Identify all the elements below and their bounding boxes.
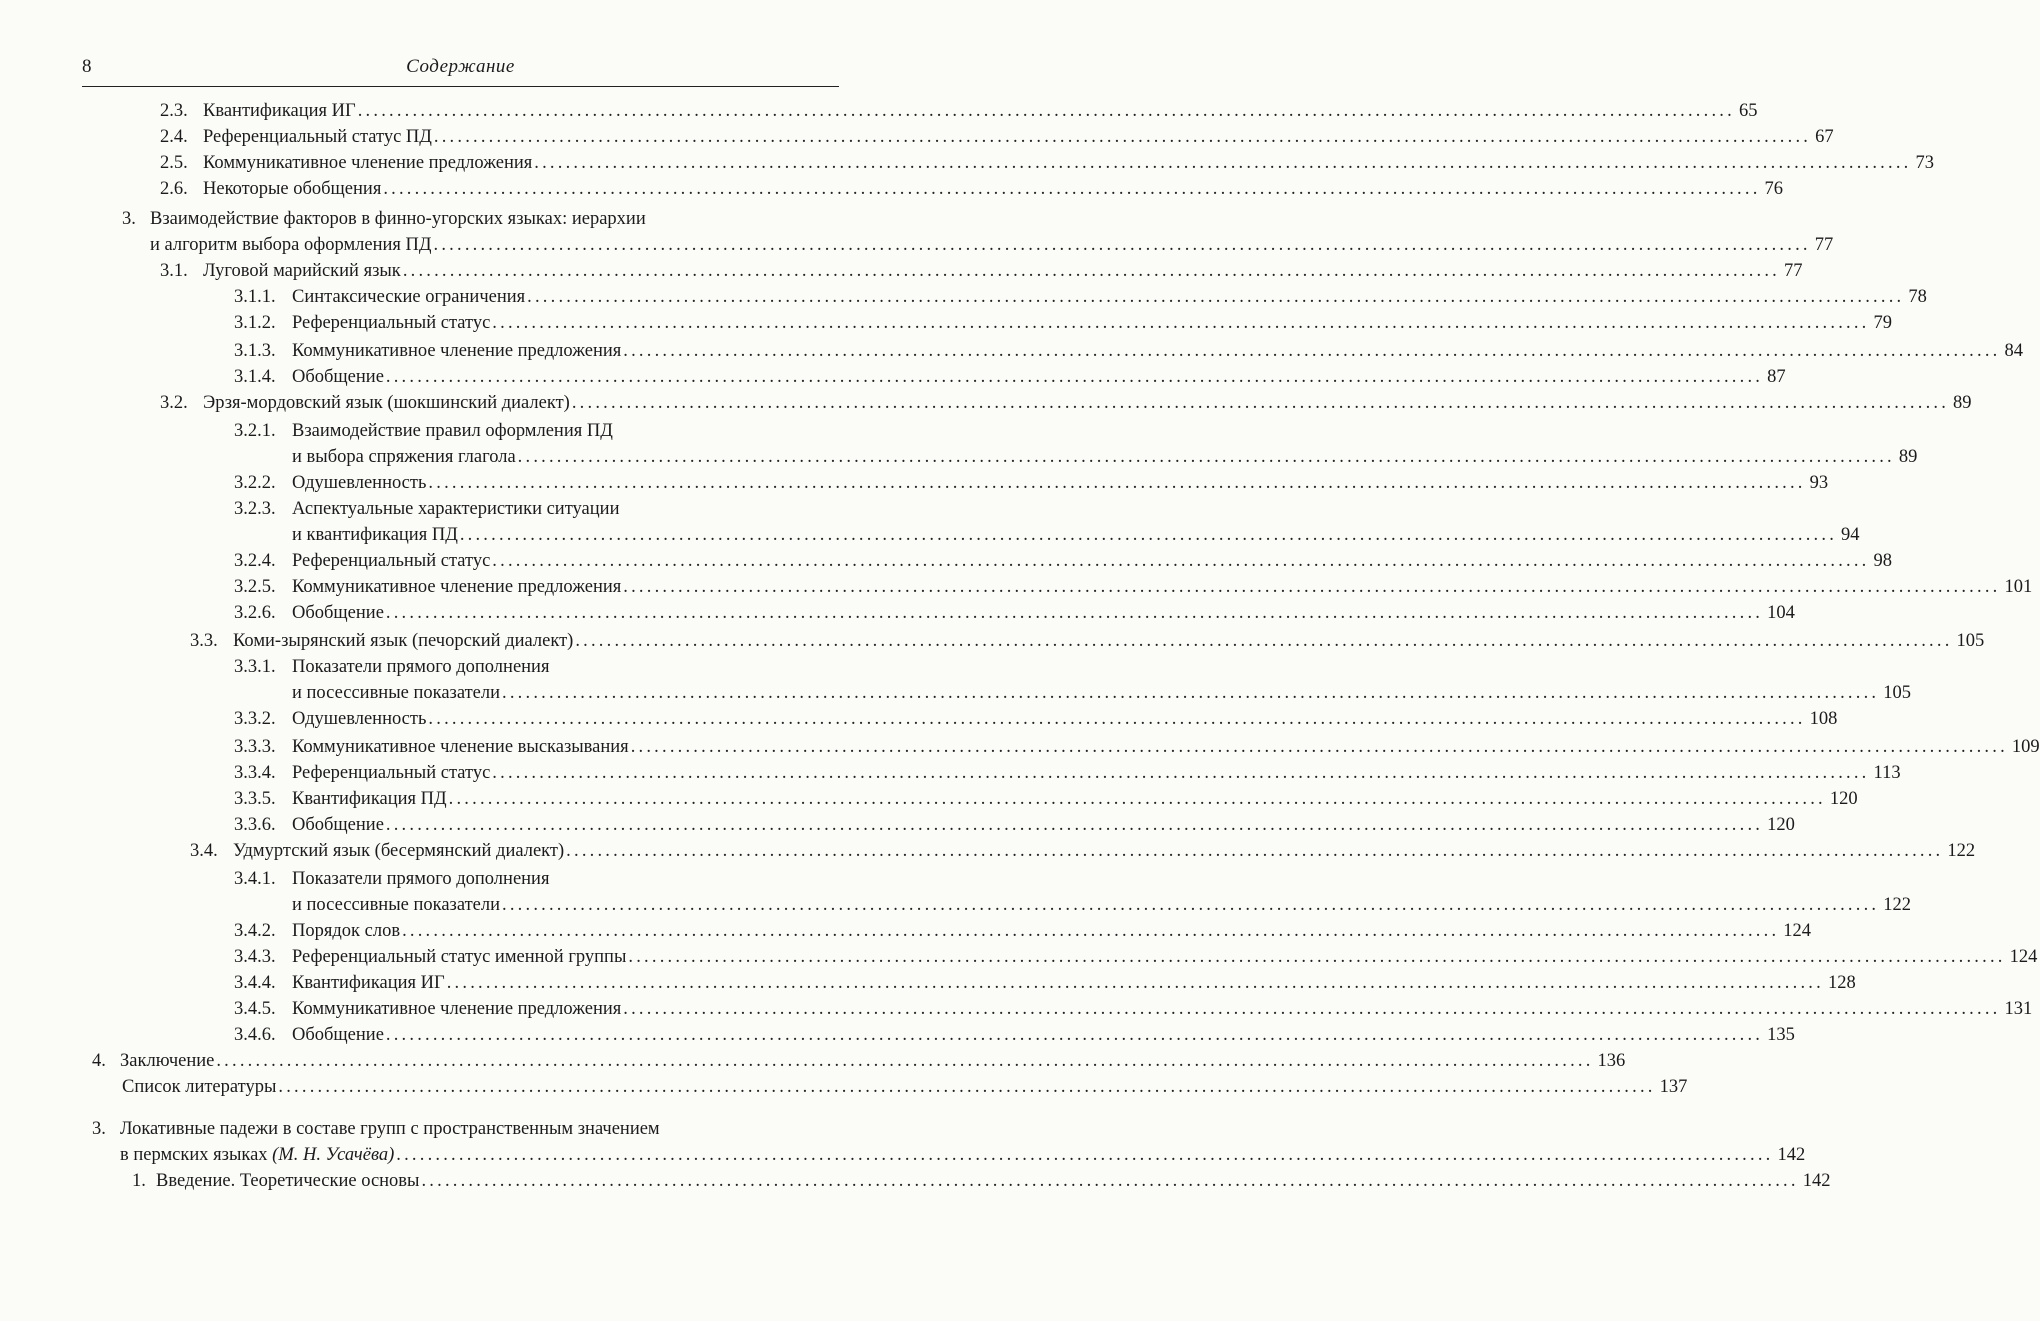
toc-entry	[92, 1048, 1626, 1074]
toc-leader: ................................................................................................................................................................................	[385, 815, 1764, 835]
toc-entry	[234, 706, 1838, 732]
toc-number: 3.1.4.	[234, 367, 276, 387]
toc-page: 128	[1827, 973, 1856, 993]
toc-entry	[160, 176, 1784, 202]
toc-leader: ................................................................................................................................................................................	[492, 313, 1870, 333]
toc-number: 3.2.4.	[234, 551, 276, 571]
toc-title: Коммуникативное членение предложения	[292, 341, 622, 361]
toc-leader: ................................................................................................................................................................................	[446, 973, 1824, 993]
toc-title: и посессивные показатели	[292, 895, 501, 915]
toc-title: Квантификация ПД	[292, 789, 447, 809]
toc-leader: ................................................................................................................................................................................	[402, 261, 1781, 281]
toc-title: Некоторые обобщения	[203, 179, 382, 199]
toc-entry	[190, 628, 1985, 654]
toc-title: Одушевленность	[292, 709, 427, 729]
toc-entry	[160, 124, 1834, 150]
toc-entry	[234, 600, 1795, 626]
toc-page: 84	[2004, 341, 2023, 361]
toc-entry	[234, 338, 2023, 364]
toc-leader: ................................................................................................................................................................................	[623, 999, 2001, 1019]
toc-title: Коммуникативное членение высказывания	[292, 737, 629, 757]
toc-entry	[234, 310, 1892, 336]
toc-entry-continuation	[292, 444, 1918, 470]
toc-title: Референциальный статус	[292, 313, 491, 333]
toc-number: 3.2.1.	[234, 421, 276, 441]
toc-title: Список литературы	[122, 1077, 277, 1097]
toc-number: 2.5.	[160, 153, 188, 173]
toc-page: 137	[1659, 1077, 1688, 1097]
toc-entry	[234, 760, 1901, 786]
toc-page: 108	[1809, 709, 1838, 729]
toc-page: 77	[1814, 235, 1834, 255]
toc-leader: ................................................................................................................................................................................	[448, 789, 1826, 809]
toc-page: 77	[1784, 261, 1803, 281]
toc-title: и посессивные показатели	[292, 683, 501, 703]
toc-leader: ................................................................................................................................................................................	[383, 179, 1761, 199]
toc-page: 89	[1953, 393, 1972, 413]
toc-title: Коммуникативное членение предложения	[203, 153, 533, 173]
toc-page: 124	[2009, 947, 2038, 967]
toc-title: и выбора спряжения глагола	[292, 447, 516, 467]
toc-title: Порядок слов	[292, 921, 401, 941]
page-number: 8	[82, 56, 92, 77]
toc-page: 109	[2011, 737, 2040, 757]
toc-entry	[234, 1022, 1795, 1048]
toc-title: Показатели прямого дополнения	[292, 657, 550, 677]
toc-title: Одушевленность	[292, 473, 427, 493]
toc-title: Коммуникативное членение предложения	[292, 577, 622, 597]
toc-page: 105	[1883, 683, 1911, 703]
toc-page: 122	[1883, 895, 1911, 915]
toc-entry-continuation	[292, 522, 1860, 548]
toc-title: Обобщение	[292, 815, 384, 835]
toc-title: и алгоритм выбора оформления ПД	[150, 235, 432, 255]
toc-page: 135	[1767, 1025, 1795, 1045]
toc-entry	[234, 364, 1786, 390]
toc-title: Коммуникативное членение предложения	[292, 999, 622, 1019]
toc-entry	[122, 1074, 1688, 1100]
toc-entry	[92, 1116, 836, 1142]
toc-title: и квантификация ПД	[292, 525, 458, 545]
toc-number: 3.3.2.	[234, 709, 276, 729]
toc-number: 3.4.5.	[234, 999, 276, 1019]
toc-entry	[234, 418, 836, 444]
toc-title: Синтаксические ограничения	[292, 287, 526, 307]
toc-page: 122	[1947, 841, 1976, 861]
toc-entry	[234, 786, 1858, 812]
toc-number: 1.	[132, 1171, 146, 1191]
toc-leader: ................................................................................................................................................................................	[502, 683, 1880, 703]
toc-entry	[234, 548, 1892, 574]
toc-leader: ................................................................................................................................................................................	[575, 631, 1953, 651]
toc-title: в пермских языках	[120, 1145, 268, 1165]
toc-leader: ................................................................................................................................................................................	[385, 1025, 1764, 1045]
toc-leader: ................................................................................................................................................................................	[421, 1171, 1799, 1191]
toc-entry	[132, 1168, 1831, 1194]
toc-title: Введение. Теоретические основы	[156, 1171, 420, 1191]
toc-leader: ................................................................................................................................................................................	[571, 393, 1950, 413]
toc-title: Обобщение	[292, 1025, 384, 1045]
toc-leader: ................................................................................................................................................................................	[357, 101, 1735, 121]
toc-leader: ................................................................................................................................................................................	[623, 341, 2001, 361]
toc-page: 89	[1898, 447, 1918, 467]
toc-number: 3.2.3.	[234, 499, 276, 519]
toc-page: 120	[1767, 815, 1795, 835]
toc-leader: ................................................................................................................................................................................	[402, 921, 1780, 941]
toc-number: 2.4.	[160, 127, 188, 147]
toc-entry	[190, 838, 1976, 864]
toc-page: 105	[1956, 631, 1985, 651]
toc-title: Взаимодействие правил оформления ПД	[292, 421, 613, 441]
toc-entry	[234, 812, 1795, 838]
toc-page: 142	[1777, 1145, 1806, 1165]
toc-page: 120	[1829, 789, 1858, 809]
toc-page: 101	[2004, 577, 2033, 597]
toc-page: 67	[1815, 127, 1834, 147]
toc-title: Эрзя-мордовский язык (шокшинский диалект)	[203, 393, 570, 413]
toc-leader: ................................................................................................................................................................................	[566, 841, 1944, 861]
toc-title: Удмуртский язык (бесермянский диалект)	[233, 841, 565, 861]
toc-number: 3.3.6.	[234, 815, 276, 835]
toc-number: 3.4.3.	[234, 947, 276, 967]
toc-title: Референциальный статус	[292, 763, 491, 783]
toc-title: Референциальный статус именной группы	[292, 947, 627, 967]
toc-leader: ................................................................................................................................................................................	[502, 895, 1880, 915]
toc-leader: ................................................................................................................................................................................	[630, 737, 2008, 757]
toc-title: Аспектуальные характеристики ситуации	[292, 499, 620, 519]
toc-leader: ................................................................................................................................................................................	[385, 367, 1764, 387]
toc-entry	[160, 390, 1972, 416]
toc-title: Луговой марийский язык	[203, 261, 401, 281]
toc-title: Заключение	[120, 1051, 215, 1071]
toc-author: (М. Н. Усачёва)	[272, 1145, 395, 1165]
toc-number: 3.4.4.	[234, 973, 276, 993]
toc-leader: ................................................................................................................................................................................	[628, 947, 2006, 967]
toc-number: 3.4.1.	[234, 869, 276, 889]
running-header	[82, 52, 839, 87]
toc-leader: ................................................................................................................................................................................	[385, 603, 1764, 623]
toc-page: 98	[1873, 551, 1892, 571]
toc-entry-continuation	[292, 892, 1911, 918]
toc-number: 4.	[92, 1051, 106, 1071]
toc-page: 142	[1802, 1171, 1831, 1191]
toc-number: 3.3.1.	[234, 657, 276, 677]
toc-number: 3.	[92, 1119, 106, 1139]
toc-entry	[234, 654, 836, 680]
toc-entry	[160, 258, 1803, 284]
toc-number: 3.1.	[160, 261, 188, 281]
toc-page: 124	[1783, 921, 1812, 941]
toc-page: 93	[1809, 473, 1829, 493]
toc-page: 94	[1841, 525, 1860, 545]
toc-page: 104	[1767, 603, 1795, 623]
toc-leader: ................................................................................................................................................................................	[534, 153, 1912, 173]
toc-title: Коми-зырянский язык (печорский диалект)	[233, 631, 574, 651]
toc-number: 3.1.3.	[234, 341, 276, 361]
toc-number: 2.6.	[160, 179, 188, 199]
toc-leader: ................................................................................................................................................................................	[517, 447, 1895, 467]
toc-entry	[234, 866, 836, 892]
toc-leader: ................................................................................................................................................................................	[433, 127, 1812, 147]
toc-page: 131	[2004, 999, 2033, 1019]
toc-number: 3.2.6.	[234, 603, 276, 623]
toc-leader: ................................................................................................................................................................................	[623, 577, 2001, 597]
toc-leader: ................................................................................................................................................................................	[278, 1077, 1656, 1097]
toc-number: 3.4.	[190, 841, 218, 861]
toc-page: 136	[1597, 1051, 1626, 1071]
toc-leader: ................................................................................................................................................................................	[527, 287, 1905, 307]
toc-entry-continuation	[292, 680, 1911, 706]
toc-entry	[234, 496, 836, 522]
toc-entry	[160, 98, 1758, 124]
toc-leader: ................................................................................................................................................................................	[216, 1051, 1594, 1071]
toc-title: Квантификация ИГ	[292, 973, 445, 993]
toc-entry	[234, 944, 2038, 970]
toc-title: Показатели прямого дополнения	[292, 869, 550, 889]
running-title: Содержание	[406, 56, 515, 77]
toc-number: 3.3.3.	[234, 737, 276, 757]
toc-page: 73	[1915, 153, 1934, 173]
toc-page: 76	[1764, 179, 1784, 199]
toc-number: 3.1.1.	[234, 287, 276, 307]
toc-leader: ................................................................................................................................................................................	[433, 235, 1811, 255]
toc-title: Референциальный статус	[292, 551, 491, 571]
toc-title: Обобщение	[292, 367, 384, 387]
toc-entry	[234, 734, 2040, 760]
toc-leader: ................................................................................................................................................................................	[492, 763, 1870, 783]
toc-number: 3.4.6.	[234, 1025, 276, 1045]
toc-entry	[234, 470, 1829, 496]
toc-number: 3.2.	[160, 393, 188, 413]
toc-number: 2.3.	[160, 101, 188, 121]
toc-entry	[234, 970, 1856, 996]
toc-leader: ................................................................................................................................................................................	[492, 551, 1870, 571]
toc-title: Обобщение	[292, 603, 384, 623]
toc-entry	[234, 574, 2033, 600]
toc-page: 113	[1873, 763, 1901, 783]
toc-leader: ................................................................................................................................................................................	[396, 1145, 1774, 1165]
toc-entry	[234, 284, 1927, 310]
toc-title: Референциальный статус ПД	[203, 127, 432, 147]
toc-number: 3.1.2.	[234, 313, 276, 333]
toc-number: 3.4.2.	[234, 921, 276, 941]
toc-entry	[160, 150, 1934, 176]
toc-number: 3.2.5.	[234, 577, 276, 597]
toc-number: 3.3.4.	[234, 763, 276, 783]
toc-leader: ................................................................................................................................................................................	[428, 473, 1806, 493]
toc-page: 65	[1738, 101, 1758, 121]
toc-page: 87	[1767, 367, 1786, 387]
toc-page: 78	[1908, 287, 1927, 307]
toc-number: 3.2.2.	[234, 473, 276, 493]
toc-leader: ................................................................................................................................................................................	[459, 525, 1838, 545]
toc-entry	[122, 206, 836, 232]
toc-number: 3.3.5.	[234, 789, 276, 809]
toc-entry-continuation	[120, 1142, 1806, 1168]
toc-number: 3.3.	[190, 631, 218, 651]
toc-title: Квантификация ИГ	[203, 101, 356, 121]
toc-title: Взаимодействие факторов в финно-угорских языках: иерархии	[150, 209, 646, 229]
toc-page: 79	[1873, 313, 1892, 333]
toc-entry	[234, 996, 2033, 1022]
toc-entry	[234, 918, 1812, 944]
toc-leader: ................................................................................................................................................................................	[428, 709, 1806, 729]
toc-number: 3.	[122, 209, 136, 229]
toc-title: Локативные падежи в составе групп с пространственным значением	[120, 1119, 660, 1139]
toc-entry-continuation	[150, 232, 1834, 258]
